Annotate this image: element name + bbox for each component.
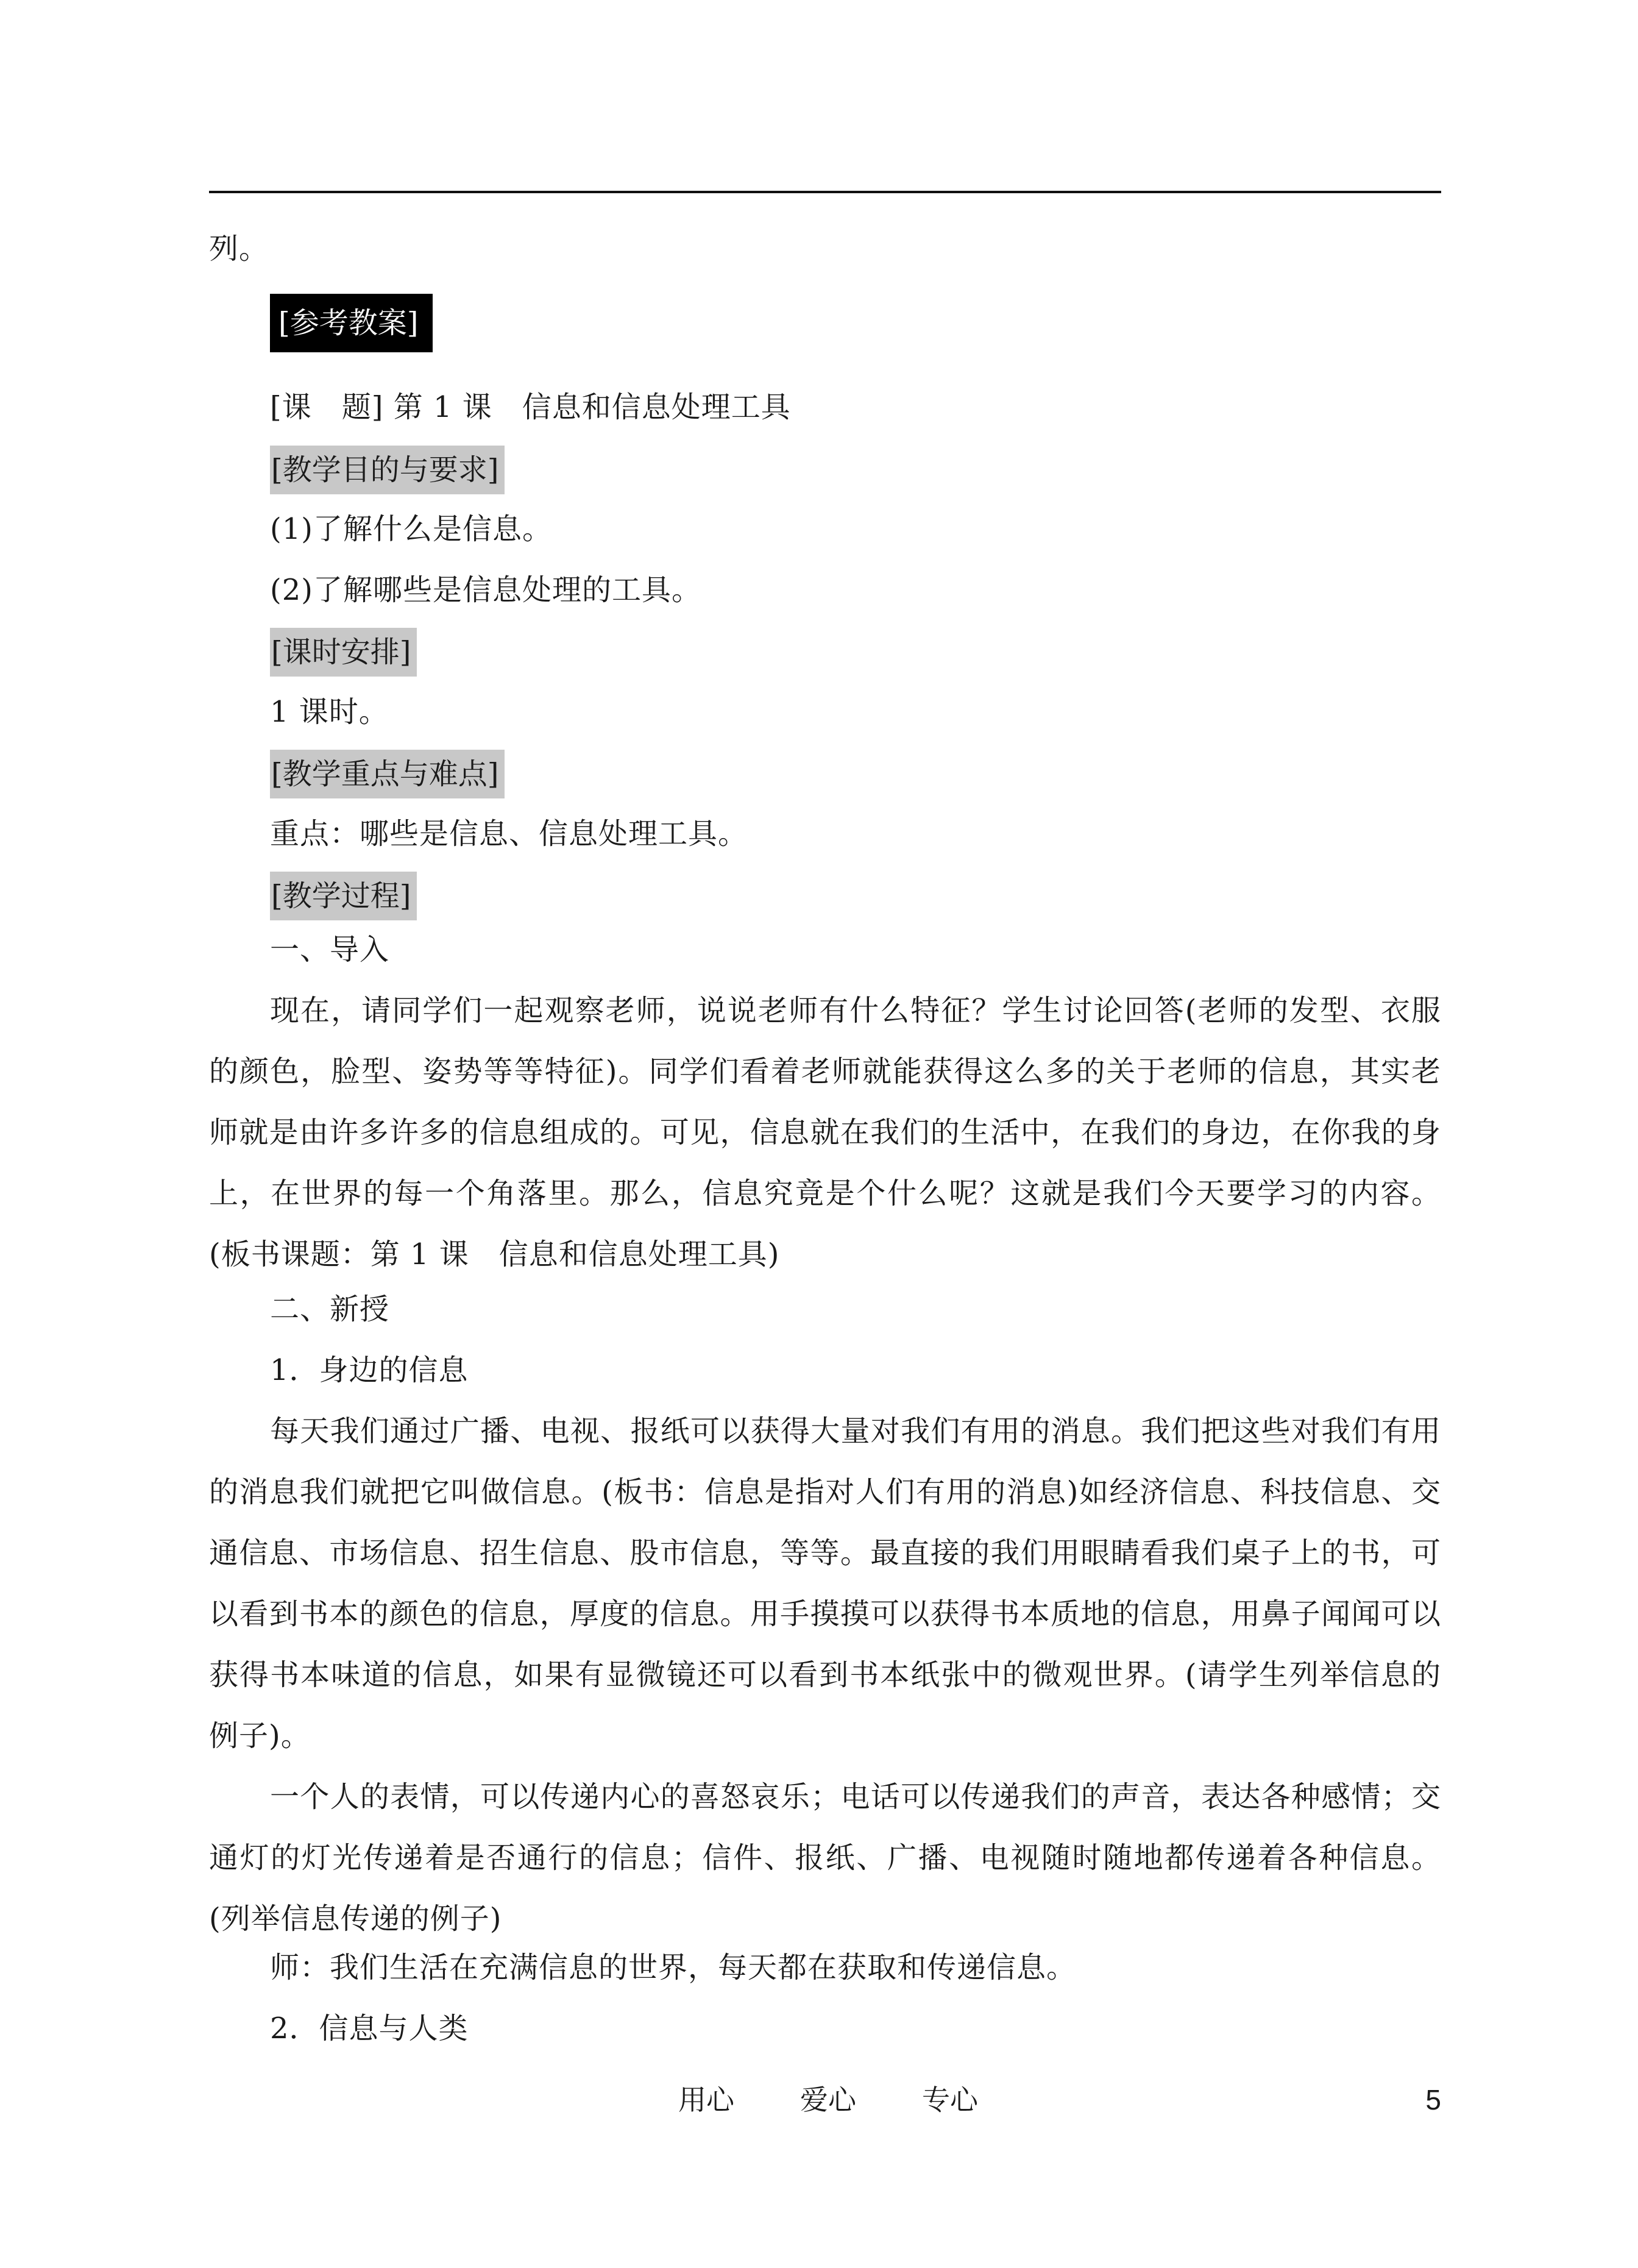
goal-item-2: (2)了解哪些是信息处理的工具。 <box>270 573 701 607</box>
transmit-paragraph: 一个人的表情，可以传递内心的喜怒哀乐；电话可以传递我们的声音，表达各种感情；交通灯的灯光传递着是否通行的信息；信件、报纸、广播、电视随时随地都传递着各种信息。(列举信息传递的例子) <box>209 1780 1441 1936</box>
focus-heading: [教学重点与难点] <box>270 750 505 798</box>
section-heading-new: 二、新授 <box>270 1292 390 1326</box>
reference-plan-label: [参考教案] <box>270 294 433 352</box>
footer-word-1: 用心 <box>678 2083 734 2116</box>
footer-word-2: 爱心 <box>800 2083 856 2116</box>
continuation-text: 列。 <box>209 232 269 266</box>
lesson-title: [课 题] 第 1 课 信息和信息处理工具 <box>270 390 791 424</box>
goals-heading: [教学目的与要求] <box>270 446 505 494</box>
section-heading-intro: 一、导入 <box>270 933 390 967</box>
footer-word-3: 专心 <box>922 2083 978 2116</box>
schedule-heading: [课时安排] <box>270 628 417 677</box>
process-heading: [教学过程] <box>270 872 417 920</box>
intro-paragraph: 现在，请同学们一起观察老师，说说老师有什么特征？学生讨论回答(老师的发型、衣服的颜色，脸型、姿势等等特征)。同学们看着老师就能获得这么多的关于老师的信息，其实老师就是由许多许多的信息组成的。可见，信息就在我们的生活中，在我们的身边，在你我的身上，在世界的每一个角落里。那么，信息究竟是个什么呢？这就是我们今天要学习的内容。(板书课题：第 1 课 信息和信息处理工具) <box>209 994 1441 1271</box>
page-number: 5 <box>1425 2084 1441 2116</box>
goal-item-1: (1)了解什么是信息。 <box>270 512 552 546</box>
teacher-line: 师：我们生活在充满信息的世界，每天都在获取和传递信息。 <box>270 1950 1077 1985</box>
header-rule <box>209 191 1441 193</box>
subheading-nearby-info: 1．身边的信息 <box>270 1353 469 1387</box>
focus-text: 重点：哪些是信息、信息处理工具。 <box>270 817 748 851</box>
schedule-text: 1 课时。 <box>270 695 389 729</box>
subheading-info-humans: 2．信息与人类 <box>270 2011 469 2046</box>
info-paragraph: 每天我们通过广播、电视、报纸可以获得大量对我们有用的消息。我们把这些对我们有用的消息我们就把它叫做信息。(板书：信息是指对人们有用的消息)如经济信息、科技信息、交通信息、市场信息、招生信息、股市信息，等等。最直接的我们用眼睛看我们桌子上的书，可以看到书本的颜色的信息，厚度的信息。用手摸摸可以获得书本质地的信息，用鼻子闻闻可以获得书本味道的信息，如果有显微镜还可以看到书本纸张中的微观世界。(请学生列举信息的例子)。 <box>209 1414 1441 1753</box>
